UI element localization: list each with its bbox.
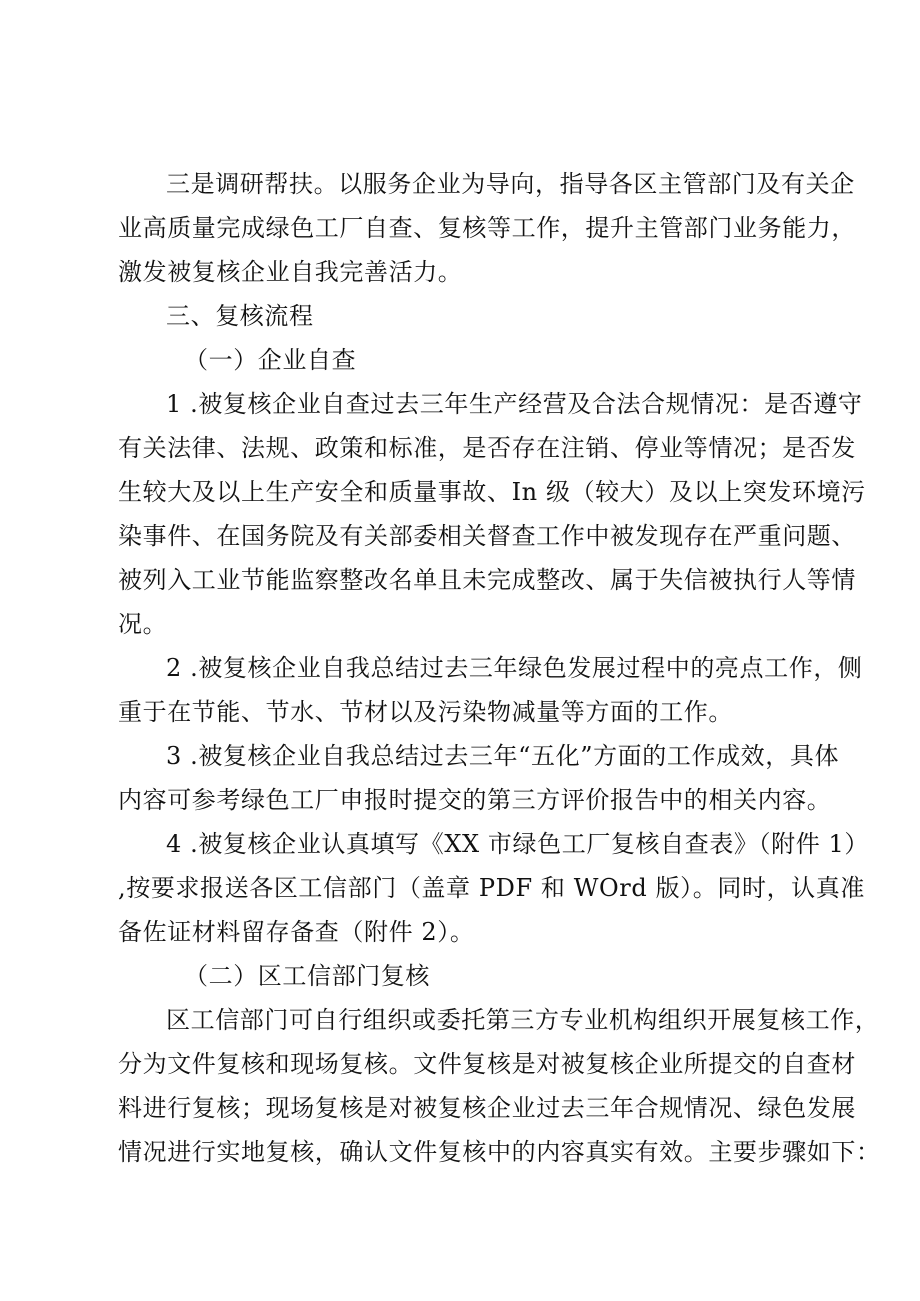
subsection-heading-self-check: （一）企业自查 — [184, 346, 357, 374]
item-1-line-2: 有关法律、法规、政策和标准，是否存在注销、停业等情况；是否发 — [118, 434, 856, 462]
research-paragraph-line-2: 业高质量完成绿色工厂自查、复核等工作，提升主管部门业务能力， — [118, 214, 856, 242]
research-paragraph-line-1: 三是调研帮扶。以服务企业为导向，指导各区主管部门及有关企 — [166, 170, 855, 198]
item-4-line-2: ,按要求报送各区工信部门（盖章 PDF 和 WOrd 版）。同时，认真准 — [118, 874, 865, 902]
research-paragraph-line-3: 激发被复核企业自我完善活力。 — [118, 258, 463, 286]
item-1-line-4: 染事件、在国务院及有关部委相关督查工作中被发现存在严重问题、 — [118, 522, 856, 550]
item-2-line-2: 重于在节能、节水、节材以及污染物减量等方面的工作。 — [118, 698, 733, 726]
item-1-line-3: 生较大及以上生产安全和质量事故、In 级（较大）及以上突发环境污 — [118, 478, 866, 506]
district-paragraph-line-4: 情况进行实地复核，确认文件复核中的内容真实有效。主要步骤如下： — [118, 1138, 881, 1166]
item-1-line-1: 1 .被复核企业自查过去三年生产经营及合法合规情况：是否遵守 — [166, 390, 863, 418]
item-1-line-5: 被列入工业节能监察整改名单且未完成整改、属于失信被执行人等情 — [118, 566, 856, 594]
district-paragraph-line-3: 料进行复核；现场复核是对被复核企业过去三年合规情况、绿色发展 — [118, 1094, 856, 1122]
district-paragraph-line-2: 分为文件复核和现场复核。文件复核是对被复核企业所提交的自查材 — [118, 1050, 856, 1078]
item-3-line-2: 内容可参考绿色工厂申报时提交的第三方评价报告中的相关内容。 — [118, 786, 832, 814]
district-paragraph-line-1: 区工信部门可自行组织或委托第三方专业机构组织开展复核工作， — [166, 1006, 880, 1034]
item-4-line-3: 备佐证材料留存备查（附件 2）。 — [118, 918, 475, 946]
section-heading-process: 三、复核流程 — [166, 302, 314, 330]
subsection-heading-district-review: （二）区工信部门复核 — [184, 962, 430, 990]
item-1-line-6: 况。 — [118, 610, 168, 638]
item-3-line-1: 3 .被复核企业自我总结过去三年“五化”方面的工作成效，具体 — [166, 742, 840, 770]
item-4-line-1: 4 .被复核企业认真填写《XX 市绿色工厂复核自查表》（附件 1） — [166, 830, 870, 858]
item-2-line-1: 2 .被复核企业自我总结过去三年绿色发展过程中的亮点工作，侧 — [166, 654, 863, 682]
